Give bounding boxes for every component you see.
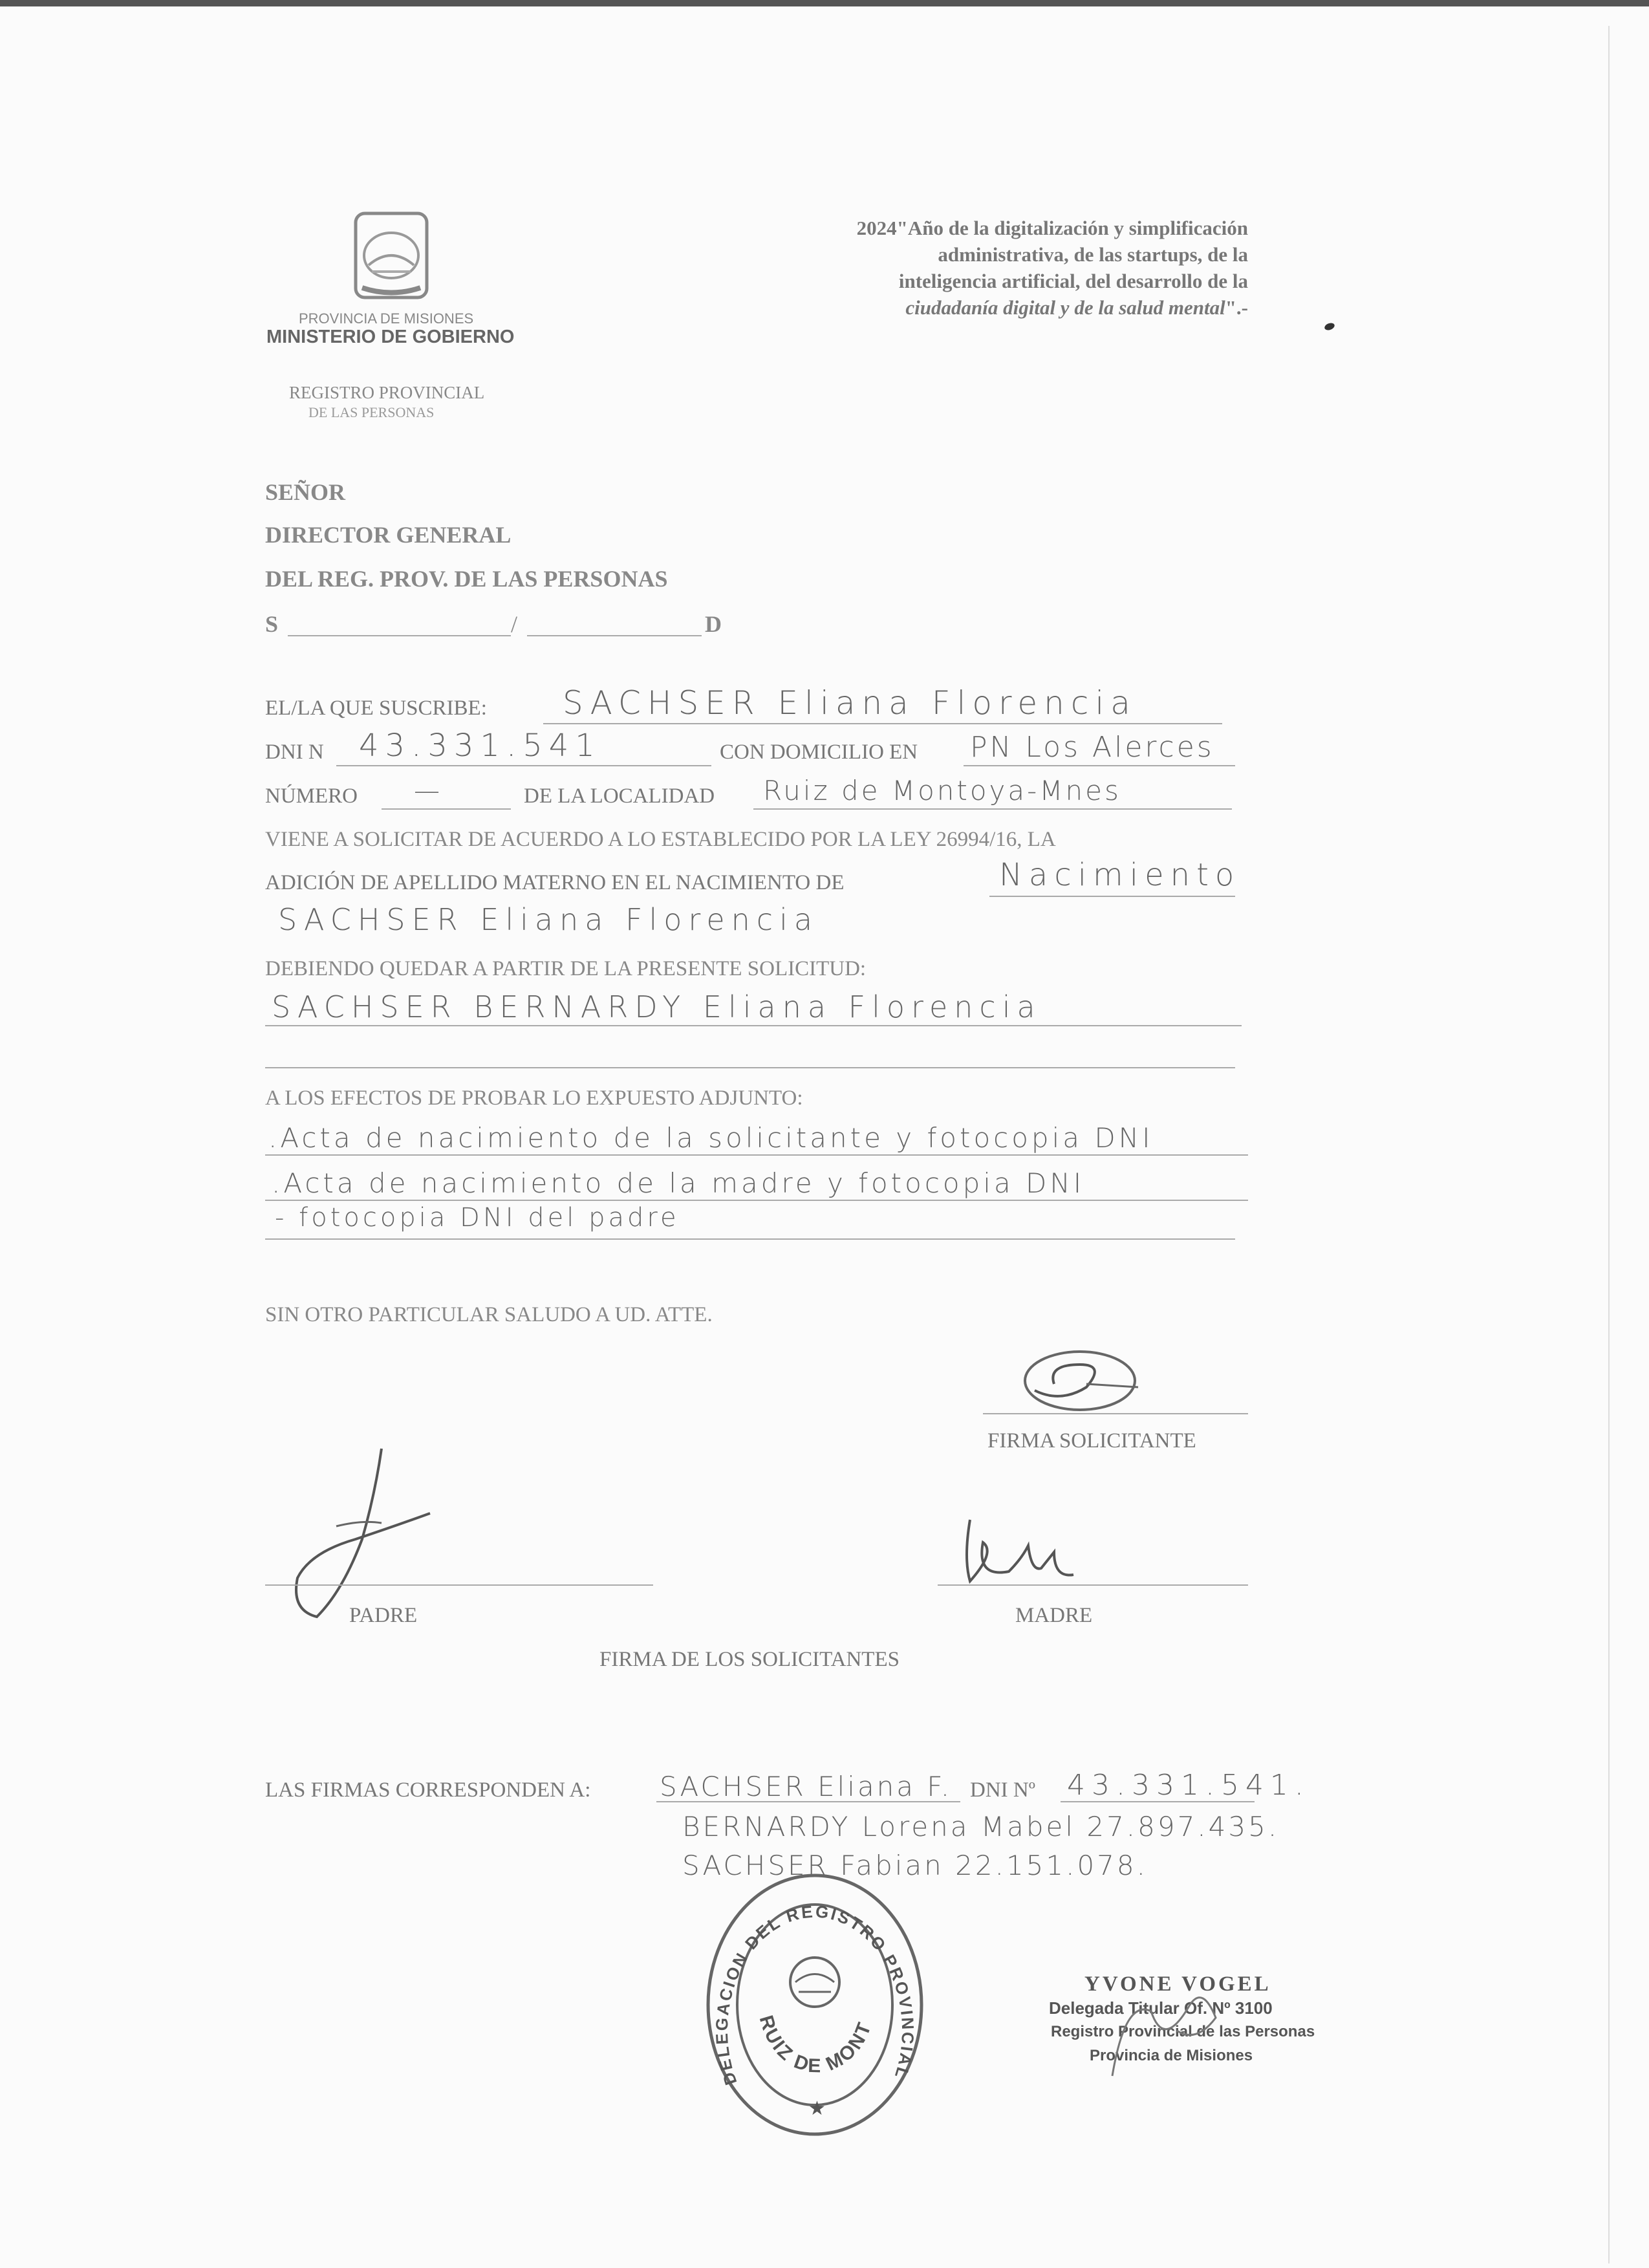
madre-line: [938, 1584, 1248, 1586]
mother-signature: [951, 1507, 1093, 1591]
registry-label-1: REGISTRO PROVINCIAL: [289, 383, 485, 402]
debiendo-line-1: [265, 1025, 1242, 1026]
year-motto-line-2: administrativa, de las startups, de la: [938, 243, 1248, 266]
addressee-senor: SEÑOR: [265, 479, 346, 505]
numero-label: NÚMERO: [265, 784, 358, 808]
adjunto-3: - fotocopia DNI del padre: [275, 1203, 680, 1233]
ink-speck: [1324, 322, 1335, 332]
year-motto-line-3: inteligencia artificial, del desarrollo de la: [898, 270, 1248, 292]
debiendo-value: SACHSER BERNARDY Eliana Florencia: [272, 989, 1042, 1024]
suscribe-label: EL/LA QUE SUSCRIBE:: [265, 697, 487, 720]
official-signature: [1099, 1972, 1255, 2089]
corr-name-line: [656, 1801, 960, 1802]
stamp-outer-text: DELEGACION DEL REGISTRO PROVINCIAL: [711, 1901, 918, 2088]
numero-value: —: [414, 776, 446, 806]
debiendo-label: DEBIENDO QUEDAR A PARTIR DE LA PRESENTE SOLICITUD:: [265, 957, 867, 980]
corr-dni-label: DNI Nº: [970, 1778, 1035, 1802]
year-motto-line-4: [905, 296, 1248, 319]
addressee-s: S: [265, 611, 279, 637]
domicilio-line: [964, 765, 1235, 766]
applicant-signature: [1009, 1339, 1158, 1423]
corr-dni-value: 43.331.541.: [1067, 1769, 1310, 1802]
domicilio-label: CON DOMICILIO EN: [720, 740, 918, 764]
official-line-3: Provincia de Misiones: [1090, 2047, 1253, 2064]
corr-name: SACHSER Eliana F.: [660, 1771, 953, 1802]
addressee-line-2: [527, 635, 702, 636]
year-motto-line-1: 2024"Año de la digitalización y simplificación: [856, 217, 1248, 239]
dni-value: 43.331.541: [359, 728, 601, 764]
province-seal-logo: [343, 207, 440, 304]
solicitantes-label: FIRMA DE LOS SOLICITANTES: [599, 1648, 900, 1671]
adjunto-line-1: [265, 1154, 1248, 1156]
addressee-d: D: [705, 611, 722, 637]
adicion-value-2: SACHSER Eliana Florencia: [278, 902, 819, 937]
province-label: PROVINCIA DE MISIONES: [299, 310, 474, 327]
adicion-value: Nacimiento: [999, 857, 1241, 893]
adicion-line: [989, 896, 1235, 897]
domicilio-value: PN Los Alerces: [970, 731, 1214, 764]
corr-dni-line: [1061, 1801, 1255, 1802]
addressee-registry: DEL REG. PROV. DE LAS PERSONAS: [265, 566, 668, 592]
padre-label: PADRE: [349, 1604, 418, 1627]
year-motto-italic: ciudadanía digital y de la salud mental: [905, 296, 1225, 319]
scan-right-edge: [1608, 26, 1610, 2263]
official-line-2: Registro Provincial de las Personas: [1051, 2023, 1315, 2040]
dni-line: [336, 765, 711, 766]
numero-line: [382, 808, 511, 810]
localidad-line: [753, 808, 1232, 810]
suscribe-line: [543, 723, 1222, 724]
adjunto-2: .Acta de nacimiento de la madre y fotocopia DNI: [272, 1167, 1085, 1199]
addressee-line-1: [288, 635, 511, 636]
saludo-text: SIN OTRO PARTICULAR SALUDO A UD. ATTE.: [265, 1303, 713, 1326]
ministry-label: MINISTERIO DE GOBIERNO: [266, 327, 515, 347]
corr-line-2: BERNARDY Lorena Mabel 27.897.435.: [682, 1811, 1280, 1842]
localidad-value: Ruiz de Montoya-Mnes: [763, 775, 1121, 806]
suscribe-value: SACHSER Eliana Florencia: [563, 684, 1137, 722]
adjunto-line-2: [265, 1200, 1248, 1201]
father-signature: [285, 1442, 440, 1623]
stamp-star-icon: ★: [808, 2098, 826, 2119]
stamp-inner-text: RUIZ DE MONT: [755, 2013, 876, 2077]
official-line-1: Delegada Titular Of. Nº 3100: [1049, 1998, 1273, 2018]
madre-label: MADRE: [1015, 1604, 1093, 1627]
registry-label-2: DE LAS PERSONAS: [308, 404, 435, 420]
localidad-label: DE LA LOCALIDAD: [524, 784, 715, 808]
addressee-director: DIRECTOR GENERAL: [265, 522, 512, 548]
addressee-slash: /: [511, 611, 518, 637]
corr-line-3: SACHSER Fabian 22.151.078.: [682, 1850, 1148, 1881]
viene-text: VIENE A SOLICITAR DE ACUERDO A LO ESTABLECIDO POR LA LEY 26994/16, LA: [265, 828, 1056, 851]
solicitante-line: [983, 1413, 1248, 1414]
padre-line: [265, 1584, 653, 1586]
dni-label: DNI N: [265, 740, 324, 764]
efectos-label: A LOS EFECTOS DE PROBAR LO EXPUESTO ADJUNTO:: [265, 1086, 803, 1110]
corresponden-label: LAS FIRMAS CORRESPONDEN A:: [265, 1778, 591, 1802]
scan-top-border: [0, 0, 1649, 6]
year-motto-end: ".-: [1225, 296, 1248, 319]
adjunto-line-3: [265, 1238, 1235, 1240]
adicion-label: ADICIÓN DE APELLIDO MATERNO EN EL NACIMIENTO DE: [265, 871, 845, 894]
debiendo-line-2: [265, 1067, 1235, 1068]
adjunto-1: .Acta de nacimiento de la solicitante y fotocopia DNI: [268, 1122, 1154, 1154]
official-name: YVONE VOGEL: [1084, 1972, 1271, 1996]
solicitante-label: FIRMA SOLICITANTE: [987, 1429, 1196, 1453]
delegation-stamp: [698, 1869, 931, 2141]
